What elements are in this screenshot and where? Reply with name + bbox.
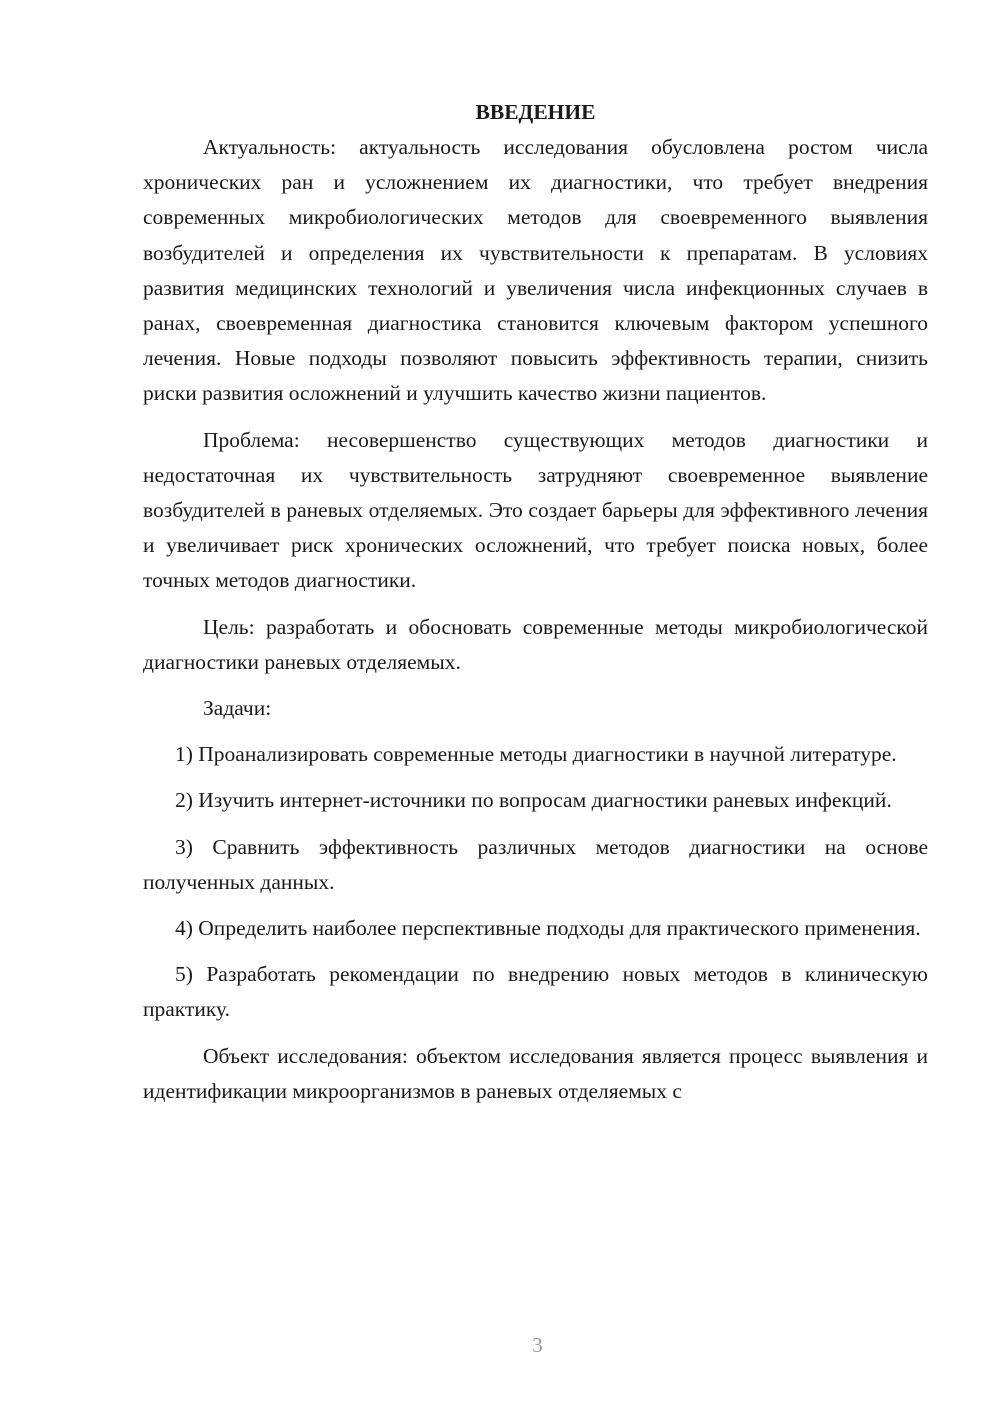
task-item-5: 5) Разработать рекомендации по внедрению новых методов в клиническую практику. — [143, 962, 928, 1022]
relevance-paragraph: Актуальность: актуальность исследования обусловлена ростом числа хронических ран и усложнением их диагностики, что требует внедрения современных микробиологических методов для своевременного выявления возбудителей и определения их чувствительности к препаратам. В условиях развития медицинских технологий и увеличения числа инфекционных случаев в ранах, своевременная диагностика становится ключевым фактором успешного лечения. Новые подходы позволяют повысить эффективность терапии, снизить риски развития осложнений и улучшить качество жизни пациентов. — [143, 135, 928, 406]
goal-paragraph: Цель: разработать и обосновать современные методы микробиологической диагностики раневых отделяемых. — [143, 614, 928, 674]
task-item-2: 2) Изучить интернет-источники по вопросам диагностики раневых инфекций. — [175, 788, 892, 813]
object-paragraph: Объект исследования: объектом исследования является процесс выявления и идентификации микроорганизмов в раневых отделяемых с — [143, 1043, 928, 1103]
task-item-3: 3) Сравнить эффективность различных методов диагностики на основе полученных данных. — [143, 834, 928, 894]
page-number: 3 — [532, 1333, 543, 1357]
page-content — [143, 96, 928, 1120]
problem-paragraph: Проблема: несовершенство существующих методов диагностики и недостаточная их чувствительность затрудняют своевременное выявление возбудителей в раневых отделяемых. Это создает барьеры для эффективного лечения и увеличивает риск хронических осложнений, что требует поиска новых, более точных методов диагностики. — [143, 427, 928, 593]
task-item-1: 1) Проанализировать современные методы диагностики в научной литературе. — [175, 742, 897, 767]
task-item-4: 4) Определить наиболее перспективные подходы для практического применения. — [175, 916, 921, 941]
tasks-label: Задачи: — [203, 696, 272, 721]
section-heading: ВВЕДЕНИЕ — [475, 100, 596, 124]
